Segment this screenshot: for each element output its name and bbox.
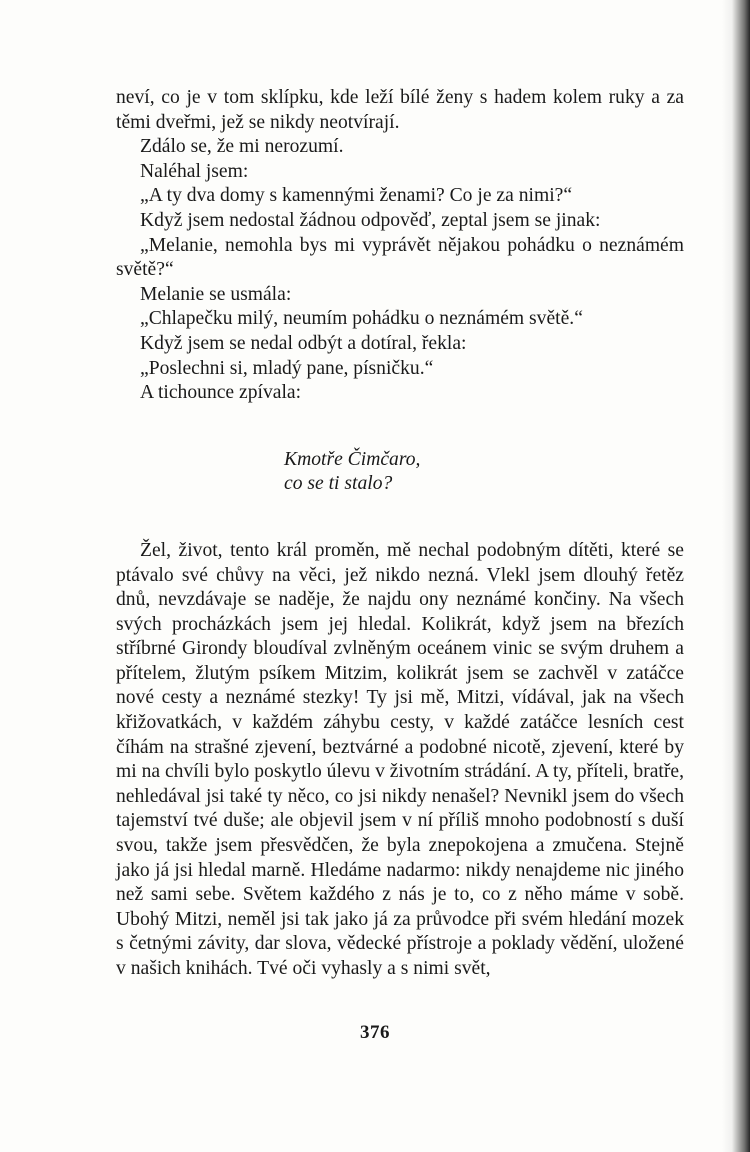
dialogue-line: A tichounce zpívala:: [140, 382, 302, 404]
dialogue-line: Melanie se usmála:: [140, 283, 292, 305]
dialogue-line: „Poslechni si, mladý pane, písničku.“: [140, 357, 434, 379]
dialogue-line: Když jsem nedostal žádnou odpověď, zeptal jsem se jinak:: [140, 209, 601, 231]
page-number: 376: [360, 1022, 390, 1043]
dialogue-line: „A ty dva domy s kamennými ženami? Co je za nimi?“: [140, 185, 573, 207]
verse-line: co se ti stalo?: [284, 473, 393, 495]
song-verse: [284, 448, 684, 497]
opening-section: [116, 86, 684, 406]
dialogue-line: „Chlapečku milý, neumím pohádku o neznámém světě.“: [140, 308, 583, 330]
dialogue-line: Zdálo se, že mi nerozumí.: [140, 136, 344, 158]
page-text: [116, 86, 684, 982]
continued-paragraph: neví, co je v tom sklípku, kde leží bílé ženy s hadem kolem ruky a za těmi dveřmi, jež se nikdy neotvírají.: [116, 87, 684, 133]
main-paragraph: Žel, život, tento král proměn, mě nechal podobným dítěti, které se ptávalo své chůvy na věci, jež nikdo nezná. Vlekl jsem dlouhý řetěz dnů, nevzdávaje se naděje, že najdu ony neznámé končiny. Na všech svých procházkách jsem jej hledal. Kolikrát, když jsem na březích stříbrné Girondy bloudíval zvlněným oceánem vinic se svým druhem a přítelem, žlutým psíkem Mitzim, kolikrát jsem se zachvěl v zatáčce nové cesty a neznámé stezky! Ty jsi mě, Mitzi, vídával, jak na všech křižovatkách, v každém záhybu cesty, v každé zatáčce lesních cest číhám na strašné zjevení, beztvárné a podobné nicotě, zjevení, které by mi na chvíli bylo poskytlo úlevu v životním strádání. A ty, příteli, bratře, nehledával jsi také ty něco, co jsi nikdy nenašel? Nevnikl jsem do všech tajemství tvé duše; ale objevil jsem v ní příliš mnoho podobností s duší svou, takže jsem přesvědčen, že byla znepokojena a zmučena. Stejně jako já jsi hledal marně. Hledáme nadarmo: nikdy nenajdeme nic jiného než sami sebe. Světem každého z nás je to, co z něho máme v sobě. Ubohý Mitzi, neměl jsi tak jako já za průvodce při svém hledání mozek s četnými závity, dar slova, vědecké přístroje a poklady vědění, uložené v našich knihách. Tvé oči vyhasly a s nimi svět,: [116, 539, 684, 979]
main-section: [116, 539, 684, 982]
book-spine-shadow: [722, 0, 750, 1152]
dialogue-line: Naléhal jsem:: [140, 160, 249, 182]
verse-line: Kmotře Čimčaro,: [284, 448, 421, 470]
dialogue-line: „Melanie, nemohla bys mi vyprávět nějakou pohádku o neznámém světě?“: [116, 234, 684, 281]
dialogue-line: Když jsem se nedal odbýt a dotíral, řekla:: [140, 332, 467, 354]
